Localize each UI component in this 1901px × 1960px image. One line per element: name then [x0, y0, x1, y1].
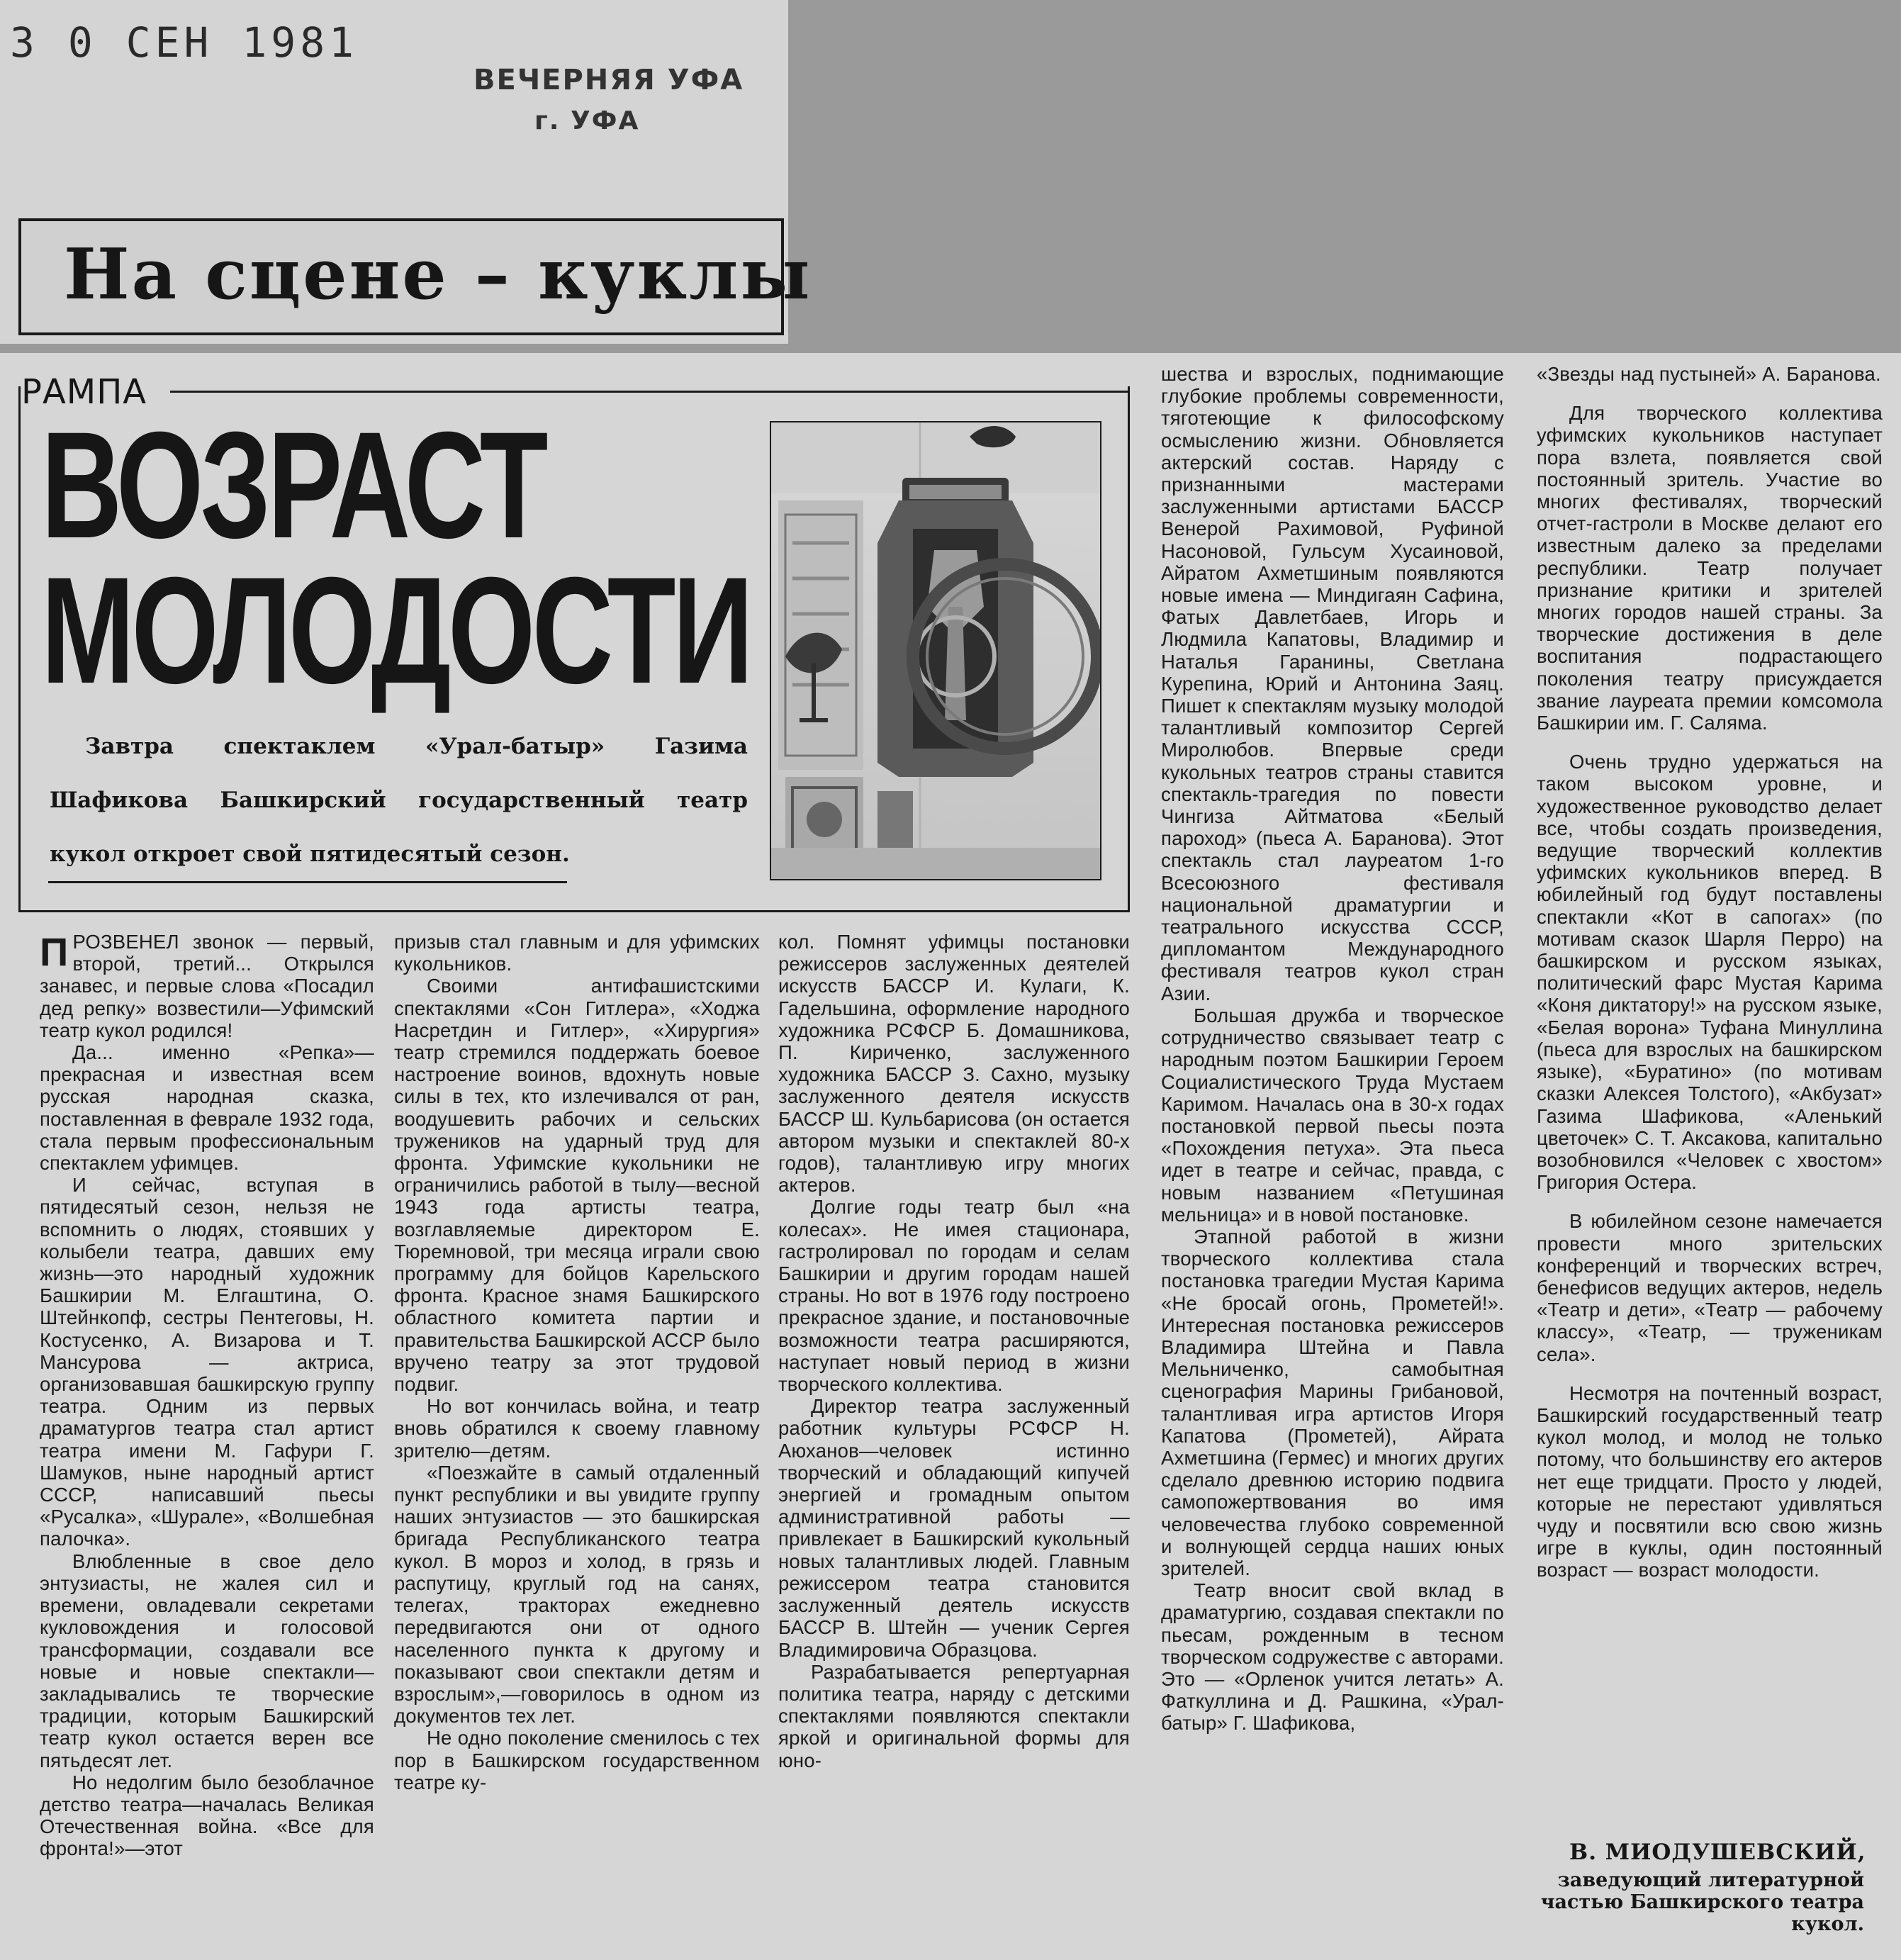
- city-stamp: г. УФА: [534, 106, 640, 135]
- paragraph: Этапной работой в жизни творческого коллектива стала постановка трагедии Мустая Карима «Не бросай огонь, Прометей!». Интересная постановка режиссеров Владимира Штейна и Павла Мельниченко, самобытная сценография Марины Грибановой, талантливая игра артистов Игоря Капатова (Прометей), Айрата Ахметшина (Гермес) и многих других сделало древнюю историю подвига самопожертвования во имя человечества глубоко современной и волнующей сердца наших юных зрителей.: [1161, 1225, 1504, 1579]
- paragraph: Для творческого коллектива уфимских кукольников наступает пора взлета, появляется свой постоянный зритель. Участие во многих фестивалях, творческий отчет-гастроли в Москве делают его известным далеко за пределами республики. Театр получает признание критики и зрителей многих городов нашей страны. За творческие достижения в деле воспитания подрастающего поколения театру присуждается звание лауреата премии комсомола Башкирии им. Г. Саляма.: [1537, 402, 1883, 734]
- paragraph: Своими антифашистскими спектаклями «Сон Гитлера», «Ходжа Насретдин и Гитлер», «Хирургия» театр стремился поддержать боевое настроение воинов, вдохнуть новые силы в тех, кто излечивался от ран, воодушевить рабочих и сельских тружеников на ударный труд для фронта. Уфимские кукольники не ограничились работой в тылу—весной 1943 года артисты театра, возглавляемые директором Е. Тюремновой, три месяца играли свою программу для бойцов Карельского фронта. Красное знамя Башкирского областного комитета партии и правительства Башкирской АССР было вручено театру за этот трудовой подвиг.: [394, 975, 760, 1396]
- paragraph: «Звезды над пустыней» А. Баранова.: [1537, 363, 1881, 385]
- banner-title: На сцене – куклы: [64, 234, 812, 315]
- paragraph: Театр вносит свой вклад в драматургию, создавая спектакли по пьесам, рожденным в тесном творческом содружестве с авторами. Это — «Орленок учится летать» А. Фаткуллина и Д. Рашкина, «Урал-батыр» Г. Шафикова,: [1161, 1579, 1504, 1735]
- article-photo: [770, 421, 1101, 880]
- newspaper-stamp: ВЕЧЕРНЯЯ УФА: [473, 64, 744, 96]
- headline-box-bottom: [18, 910, 1130, 912]
- author-position: заведующий литературной частью Башкирского театра кукол.: [1540, 1869, 1864, 1935]
- rubric-rule: [170, 391, 1128, 393]
- paragraph: Разрабатывается репертуарная политика театра, наряду с детскими спектаклями появляются спектакли яркой и оригинальной формы для юно-: [778, 1660, 1130, 1771]
- lead-rule: [48, 881, 567, 883]
- paragraph: В юбилейном сезоне намечается провести много зрительских конференций и творческих встреч, бенефисов ведущих актеров, недель «Театр и дети», «Театр — рабочему классу», «Театр, — труженикам села».: [1537, 1210, 1883, 1365]
- headline-box-right: [1128, 386, 1130, 911]
- article-column-4: [1161, 363, 1504, 1735]
- author-name: В. МИОДУШЕВСКИЙ,: [1569, 1839, 1866, 1865]
- paragraph: Но недолгим было безоблачное детство театра—началась Великая Отечественная война. «Все для фронта!»—этот: [40, 1771, 374, 1860]
- paragraph: И сейчас, вступая в пятидесятый сезон, нельзя не вспомнить о людях, стоявших у колыбели театра, давших ему жизнь—это народный художник Башкирии М. Елгаштина, О. Штейнкопф, сестры Пентеговы, Н. Костусенко, А. Визарова и Т. Мансурова — актриса, организовавшая башкирскую группу театра. Одним из первых драматургов театра стал артист театра имени М. Гафури Г. Шамуков, ныне народный артист СССР, написавший пьесы «Русалка», «Шурале», «Волшебная палочка».: [40, 1174, 374, 1550]
- paragraph: Влюбленные в свое дело энтузиасты, не жалея сил и времени, овладевали секретами кукловождения и голосовой трансформации, создавали все новые и новые спектакли—закладывались те творческие традиции, которым Башкирский театр кукол остается верен все пятьдесят лет.: [40, 1550, 374, 1771]
- paragraph: «Поезжайте в самый отдаленный пункт республики и вы увидите группу наших энтузиастов — это башкирская бригада Республиканского театра кукол. В мороз и холод, в грязь и распутицу, круглый год на санях, телегах, тракторах ежедневно передвигаются они от одного населенного пункта к другому и показывают свои спектакли детям и взрослым»,—говорилось в одном из документов тех лет.: [394, 1461, 760, 1727]
- headline: [41, 401, 751, 715]
- paragraph: Долгие годы театр был «на колесах». Не имея стационара, гастролировал по городам и селам Башкирии и другим городам нашей страны. Но вот в 1976 году построено прекрасное здание, и постановочные возможности театра расширяются, наступает новый период в жизни творческого коллектива.: [778, 1196, 1130, 1396]
- photo-image: [771, 422, 1100, 879]
- paragraph: Но вот кончилась война, и театр вновь обратился к своему главному зрителю—детям.: [394, 1395, 760, 1462]
- article-column-5: [1537, 363, 1883, 1581]
- paragraph: шества и взрослых, поднимающие глубокие проблемы современности, тяготеющие к философскому осмыслению жизни. Обновляется актерский состав. Наряду с признанными мастерами заслуженными артистами БАССР Венерой Рахимовой, Руфиной Насоновой, Гульсум Хусаиновой, Айратом Ахметшиным появляются новые имена — Миндигаян Сафина, Фатых Давлетбаев, Игорь и Людмила Капатовы, Владимир и Наталья Гаранины, Светлана Курепина, Юрий и Антонина Заяц. Пишет к спектаклям музыку молодой талантливый композитор Сергей Миролюбов. Впервые среди кукольных театров страны ставится спектакль-трагедия по повести Чингиза Айтматова «Белый пароход» (пьеса А. Баранова). Этот спектакль стал лауреатом 1-го Всесоюзного фестиваля национальной драматургии и театрального искусства СССР, дипломантом Международного фестиваля театров кукол стран Азии.: [1161, 363, 1504, 1004]
- paragraph: Несмотря на почтенный возраст, Башкирский государственный театр кукол молод, и молод не только потому, что большинству его актеров нет еще тридцати. Просто у людей, которые не перестают удивляться чуду и посвятили всю свою жизнь игре в куклы, один постоянный возраст — возраст молодости.: [1537, 1382, 1883, 1581]
- headline-line-1: ВОЗРАСТ: [41, 401, 546, 570]
- paragraph: кол. Помнят уфимцы постановки режиссеров заслуженных деятелей искусств БАССР И. Кулаги, К. Гадельшина, оформление народного художника РСФСР Б. Домашникова, П. Кириченко, заслуженного художника БАССР З. Сахно, музыку заслуженного деятеля искусств БАССР Ш. Кульбарисова (он остается автором музыки и спектаклей 80-х годов), талантливую игру многих актеров.: [778, 931, 1130, 1197]
- drop-cap: П: [40, 929, 69, 974]
- headline-line-2: МОЛОДОСТИ: [41, 546, 751, 715]
- paragraph: Да... именно «Репка»—прекрасная и известная всем русская народная сказка, поставленная в феврале 1932 года, стала первым профессиональным спектаклем уфимцев.: [40, 1041, 374, 1175]
- paragraph: ПРОЗВЕНЕЛ звонок — первый, второй, третий... Открылся занавес, и первые слова «Посадил дед репку» возвестили—Уфимский театр кукол родился!: [40, 929, 374, 1041]
- paragraph: призыв стал главным и для уфимских кукольников.: [394, 931, 760, 975]
- date-stamp: 3 0 СЕН 1981: [10, 18, 359, 67]
- paragraph: Директор театра заслуженный работник культуры РСФСР Н. Аюханов—человек истинно творческий и обладающий кипучей энергией и громадным опытом административной работы — привлекает в Башкирский кукольный новых талантливых людей. Главным режиссером театра становится заслуженный деятель искусств БАССР В. Штейн — ученик Сергея Владимировича Образцова.: [778, 1395, 1130, 1661]
- lead-paragraph: Завтра спектаклем «Урал-батыр» Газима Шафикова Башкирский государственный театр кукол откроет свой пятидесятый сезон.: [50, 734, 748, 867]
- rubric-label: РАМПА: [21, 372, 147, 412]
- paragraph: Большая дружба и творческое сотрудничество связывает театр с народным поэтом Башкирии Героем Социалистического Труда Мустаем Каримом. Началась она в 30-х годах постановкой первой пьесы поэта «Похождения петуха». Эта пьеса идет в театре и сейчас, правда, с новым названием «Петушиная мельница» и в новой постановке.: [1161, 1004, 1504, 1226]
- article-column-1: [40, 931, 374, 1860]
- article-column-3: [778, 931, 1130, 1771]
- article-column-2: [394, 931, 760, 1793]
- headline-box-left: [18, 386, 21, 911]
- paragraph: Не одно поколение сменилось с тех пор в Башкирском государственном театре ку-: [394, 1727, 760, 1793]
- paragraph: Очень трудно удержаться на таком высоком уровне, и художественное руководство делает все, чтобы создать произведения, ведущие творческий коллектив уфимских кукольников вперед. В юбилейный год будут поставлены спектакли «Кот в сапогах» (по мотивам сказок Шарля Перро) на башкирском и русском языках, политический фарс Мустая Карима «Коня диктатору!» на русском языке, «Белая ворона» Туфана Минуллина (пьеса для взрослых на башкирском языке), «Буратино» (по мотивам сказки Алексея Толстого), «Акбузат» Газима Шафикова, «Аленький цветочек» С. Т. Аксакова, капитально возобновился «Человек с хвостом» Григория Остера.: [1537, 751, 1883, 1194]
